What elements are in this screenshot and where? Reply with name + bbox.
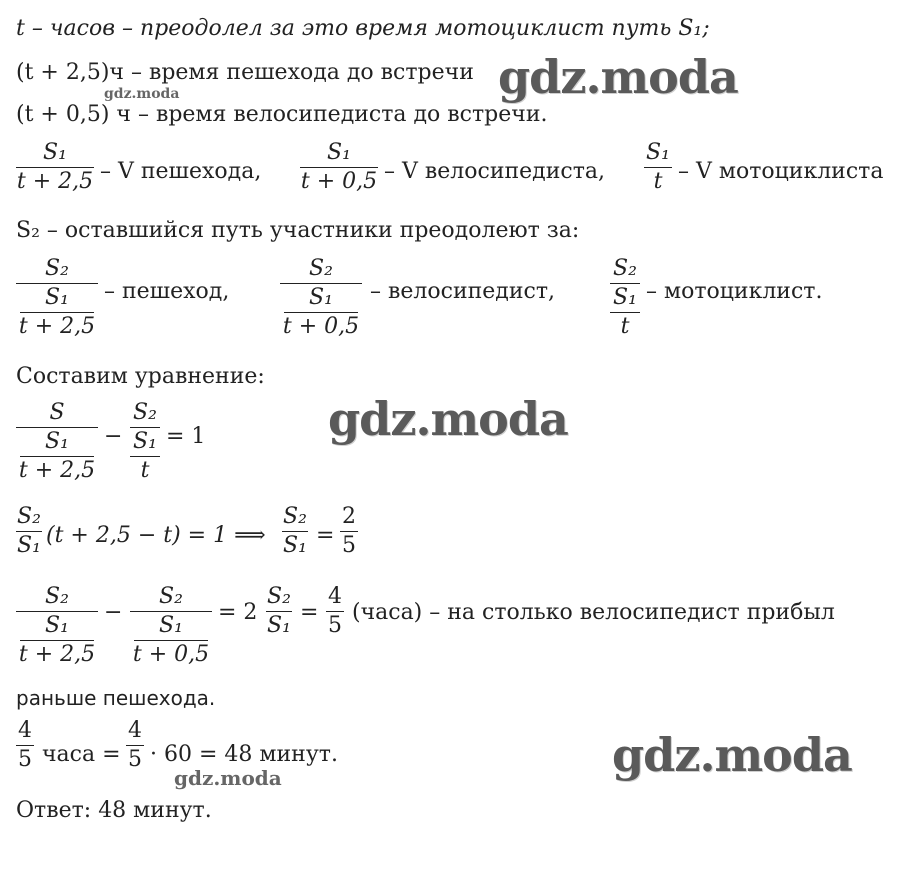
fraction-s1-over-t25 [16,142,94,193]
inner-denominator: t + 0,5 [282,314,360,339]
numerator: S₂ [45,584,69,609]
inner-denominator: t + 2,5 [18,458,96,483]
inner-numerator: S₁ [45,285,69,310]
fraction-s2-cyclist [280,258,362,338]
fraction-s2-pedestrian [16,258,98,338]
label-time-cyclist: – велосипедист, [370,279,555,304]
fraction-four-fifths-a [16,720,34,771]
text-line-3: (t + 0,5) ч – время велосипедиста до встречи. [16,102,548,127]
fraction-s1-over-t05 [300,142,378,193]
fraction-four-fifths-b [126,720,144,771]
fraction-s1-over-t [644,142,672,193]
fraction-s2-cyclist-diff [130,586,212,666]
watermark-small: gdz.moda [174,766,282,790]
numerator: 4 [18,718,32,743]
inner-numerator: S₁ [309,285,333,310]
fraction-s2-motorcyclist [610,258,640,338]
watermark-small: gdz.moda [104,86,180,102]
equals-sign: = [316,523,335,548]
label-speed-cyclist: – V велосипедиста, [384,159,605,184]
numerator: S₁ [43,140,67,165]
label-speed-pedestrian: – V пешехода, [100,159,262,184]
fraction-s2-over-s1 [16,506,42,557]
denominator: S₁ [17,533,41,558]
numerator: S [49,400,65,425]
equals-sign: = [300,600,319,625]
minus-sign: − [104,424,123,449]
equation-line-9: (t + 2,5 − t) = 1 ⟹ [46,523,266,548]
denominator: S₁ [283,533,307,558]
numerator: S₂ [267,584,291,609]
label-time-motorcyclist: – мотоциклист. [646,279,823,304]
text-line-1: t – часов – преодолел за это время мотоциклист путь S₁; [16,16,710,41]
answer-line: Ответ: 48 минут. [16,798,212,823]
numerator: S₂ [309,256,333,281]
denominator: 5 [328,613,342,638]
numerator: S₂ [133,400,157,425]
inner-numerator: S₁ [45,613,69,638]
numerator: S₂ [613,256,637,281]
inner-numerator: S₁ [45,429,69,454]
fraction-s2-motorcyclist-eq [130,402,160,482]
minus-sign: − [104,600,123,625]
fraction-s2-over-s1-diff [266,586,292,637]
text-line-11: раньше пешехода. [16,686,216,710]
fraction-four-fifths [326,586,344,637]
numerator: 2 [342,504,356,529]
numerator: 4 [128,718,142,743]
denominator: 5 [128,747,142,772]
denominator: t + 2,5 [16,169,94,194]
denominator: t [653,169,663,194]
label-time-pedestrian: – пешеход, [104,279,230,304]
watermark-logo: gdz.moda [498,50,738,104]
watermark-logo: gdz.moda [612,728,852,782]
inner-denominator: t + 0,5 [132,642,210,667]
fraction-two-fifths [340,506,358,557]
denominator: 5 [342,533,356,558]
fraction-s-pedestrian [16,402,98,482]
numerator: S₂ [17,504,41,529]
watermark-logo: gdz.moda [328,392,568,446]
text-line-5: S₂ – оставшийся путь участники преодолеют за: [16,218,580,243]
inner-numerator: S₁ [159,613,183,638]
inner-denominator: t + 2,5 [18,314,96,339]
inner-numerator: S₁ [133,429,157,454]
numerator: S₁ [646,140,670,165]
inner-denominator: t + 2,5 [18,642,96,667]
fraction-s2-over-s1-result [282,506,308,557]
text-hours: часа = [42,742,121,767]
numerator: 4 [328,584,342,609]
label-speed-motorcyclist: – V мотоциклиста [678,159,884,184]
numerator: S₁ [327,140,351,165]
equals-one: = 1 [166,424,206,449]
numerator: S₂ [45,256,69,281]
inner-denominator: t [140,458,150,483]
text-line-10: (часа) – на столько велосипедист прибыл [352,600,835,625]
numerator: S₂ [283,504,307,529]
numerator: S₂ [159,584,183,609]
denominator: t + 0,5 [300,169,378,194]
denominator: 5 [18,747,32,772]
inner-denominator: t [620,314,630,339]
fraction-s2-pedestrian-diff [16,586,98,666]
text-minutes-calc: · 60 = 48 минут. [150,742,338,767]
equals-two: = 2 [218,600,258,625]
inner-numerator: S₁ [613,285,637,310]
text-line-7: Составим уравнение: [16,364,265,389]
text-line-2: (t + 2,5)ч – время пешехода до встречи [16,60,474,85]
denominator: S₁ [267,613,291,638]
